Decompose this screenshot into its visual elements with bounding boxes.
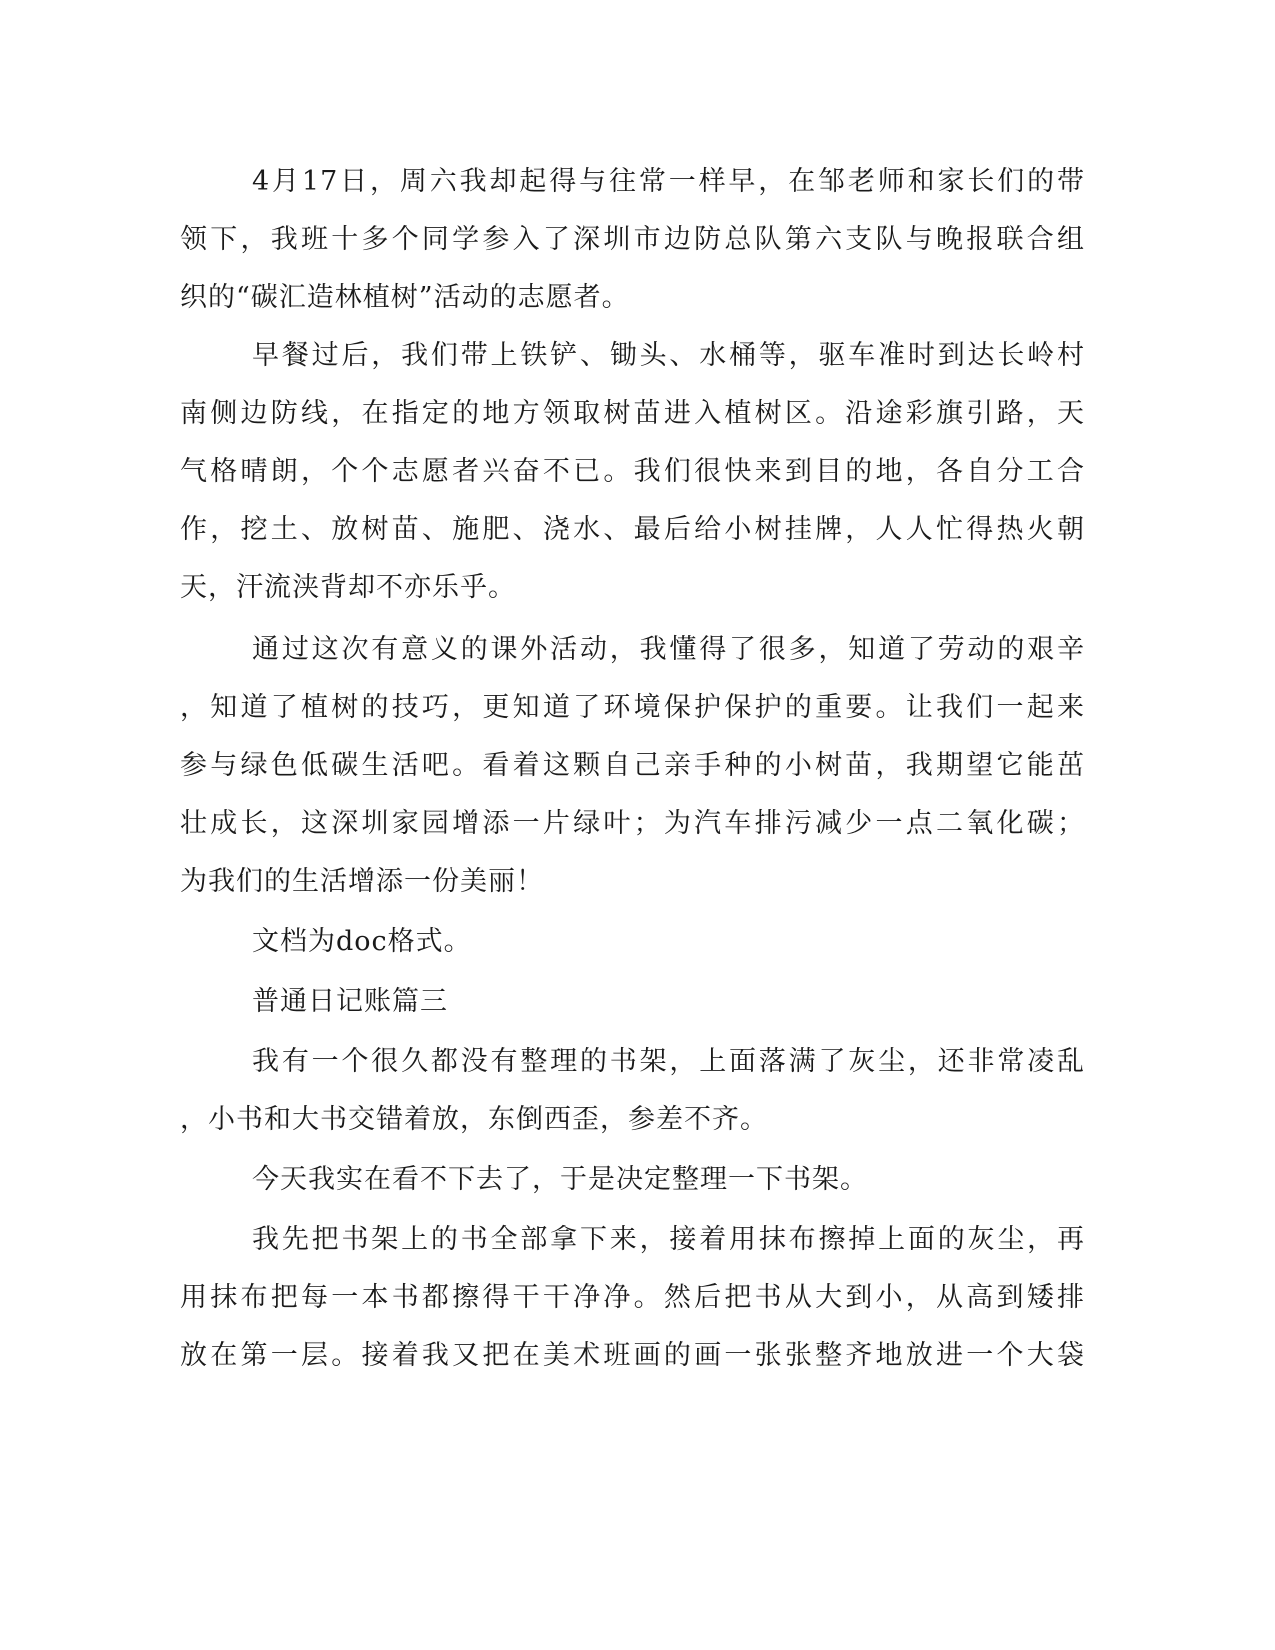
text-line: 4月17日，周六我却起得与往常一样早，在邹老师和家长们的带 <box>252 166 1085 197</box>
section-heading: 普通日记账篇三 <box>252 986 448 1017</box>
text-line: 天，汗流浃背却不亦乐乎。 <box>180 572 516 603</box>
text-line: 文档为doc格式。 <box>252 926 472 957</box>
text-line: 壮成长，这深圳家园增添一片绿叶；为汽车排污减少一点二氧化碳； <box>180 808 1085 839</box>
text-line: 气格晴朗，个个志愿者兴奋不已。我们很快来到目的地，各自分工合 <box>180 456 1085 487</box>
text-line: 南侧边防线，在指定的地方领取树苗进入植树区。沿途彩旗引路，天 <box>180 398 1085 429</box>
text-line: 为我们的生活增添一份美丽！ <box>180 866 544 897</box>
text-line: 通过这次有意义的课外活动，我懂得了很多，知道了劳动的艰辛 <box>252 634 1085 665</box>
text-line: ，知道了植树的技巧，更知道了环境保护保护的重要。让我们一起来 <box>180 692 1085 723</box>
text-line: 织的“碳汇造林植树”活动的志愿者。 <box>180 282 630 313</box>
text-line: 用抹布把每一本书都擦得干干净净。然后把书从大到小，从高到矮排 <box>180 1282 1085 1313</box>
text-line: 我有一个很久都没有整理的书架，上面落满了灰尘，还非常凌乱 <box>252 1046 1085 1077</box>
text-line: 我先把书架上的书全部拿下来，接着用抹布擦掉上面的灰尘，再 <box>252 1224 1085 1255</box>
text-line: 放在第一层。接着我又把在美术班画的画一张张整齐地放进一个大袋 <box>180 1340 1085 1371</box>
text-line: 今天我实在看不下去了，于是决定整理一下书架。 <box>252 1164 868 1195</box>
text-line: ，小书和大书交错着放，东倒西歪，参差不齐。 <box>180 1104 768 1135</box>
text-line: 参与绿色低碳生活吧。看着这颗自己亲手种的小树苗，我期望它能茁 <box>180 750 1085 781</box>
text-line: 早餐过后，我们带上铁铲、锄头、水桶等，驱车准时到达长岭村 <box>252 340 1085 371</box>
text-line: 作，挖土、放树苗、施肥、浇水、最后给小树挂牌，人人忙得热火朝 <box>180 514 1085 545</box>
text-line: 领下，我班十多个同学参入了深圳市边防总队第六支队与晚报联合组 <box>180 224 1085 255</box>
